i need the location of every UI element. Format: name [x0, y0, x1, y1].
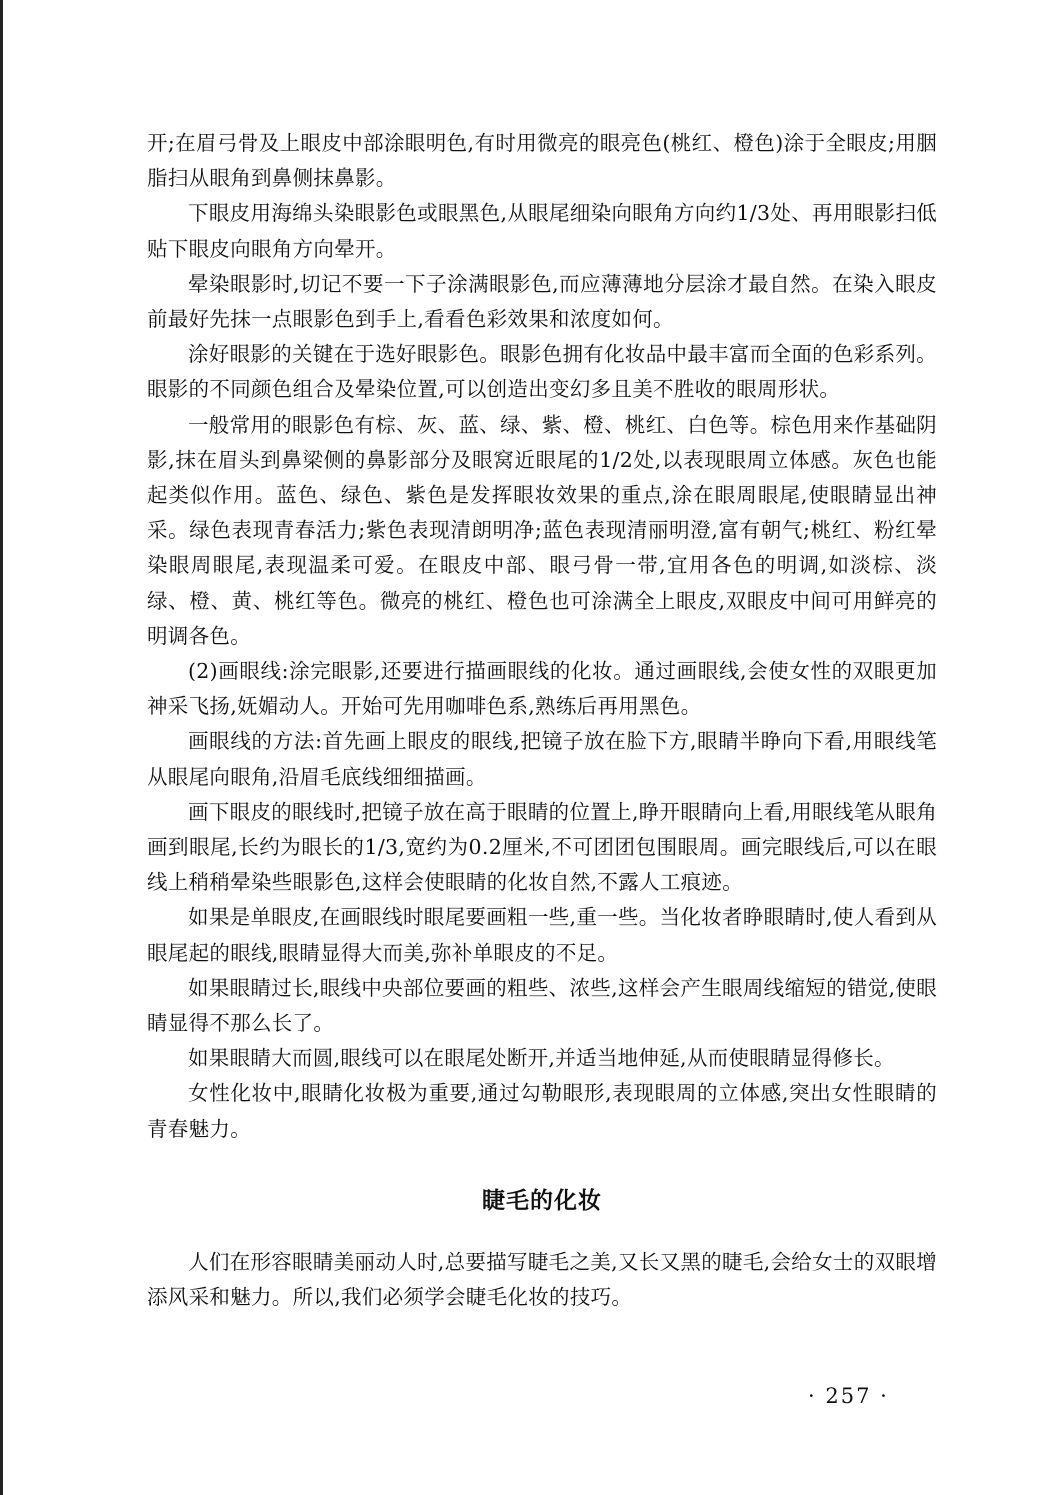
paragraph-blending-tip: 晕染眼影时,切记不要一下子涂满眼影色,而应薄薄地分层涂才最自然。在染入眼皮前最好先抹一点眼影色到手上,看看色彩效果和浓度如何。	[147, 271, 937, 332]
paragraph-lower-eyeliner: 画下眼皮的眼线时,把镜子放在高于眼睛的位置上,睁开眼睛向上看,用眼线笔从眼角画到眼尾,长约为眼长的1/3,宽约为0.2厘米,不可团团包围眼周。画完眼线后,可以在眼线上稍稍晕染些眼影色,这样会使眼睛的化妆自然,不露人工痕迹。	[147, 799, 937, 895]
paragraph-eyeshadow-key: 涂好眼影的关键在于选好眼影色。眼影色拥有化妆品中最丰富而全面的色彩系列。眼影的不同颜色组合及晕染位置,可以创造出变幻多且美不胜收的眼周形状。	[147, 342, 937, 402]
paragraph-eyeliner-method: 画眼线的方法:首先画上眼皮的眼线,把镜子放在脸下方,眼睛半睁向下看,用眼线笔从眼尾向眼角,沿眉毛底线细细描画。	[147, 729, 937, 789]
paragraph-long-eyes: 如果眼睛过长,眼线中央部位要画的粗些、浓些,这样会产生眼周线缩短的错觉,使眼睛显得不那么长了。	[147, 975, 937, 1036]
paragraph-lower-eyelid: 下眼皮用海绵头染眼影色或眼黑色,从眼尾细染向眼角方向约1/3处、再用眼影扫低贴下眼皮向眼角方向晕开。	[147, 201, 937, 261]
paragraph-eyeliner-intro: (2)画眼线:涂完眼影,还要进行描画眼线的化妆。通过画眼线,会使女性的双眼更加神采飞扬,妩媚动人。开始可先用咖啡色系,熟练后再用黑色。	[147, 659, 937, 719]
paragraph-eyeshadow-colors: 一般常用的眼影色有棕、灰、蓝、绿、紫、橙、桃红、白色等。棕色用来作基础阴影,抹在眉头到鼻梁侧的鼻影部分及眼窝近眼尾的1/2处,以表现眼周立体感。灰色也能起类似作用。蓝色、绿色、紫色是发挥眼妆效果的重点,涂在眼周眼尾,使眼睛显出神采。绿色表现青春活力;紫色表现清朗明净;蓝色表现清丽明澄,富有朝气;桃红、粉红晕染眼周眼尾,表现温柔可爱。在眼皮中部、眼弓骨一带,宜用各色的明调,如淡棕、淡绿、橙、黄、桃红等色。微亮的桃红、橙色也可涂满全上眼皮,双眼皮中间可用鲜亮的明调各色。	[147, 412, 937, 648]
paragraph-single-eyelid: 如果是单眼皮,在画眼线时眼尾要画粗一些,重一些。当化妆者睁眼睛时,使人看到从眼尾起的眼线,眼睛显得大而美,弥补单眼皮的不足。	[147, 905, 937, 965]
paragraph-continuation: 开;在眉弓骨及上眼皮中部涂眼明色,有时用微亮的眼亮色(桃红、橙色)涂于全眼皮;用胭脂扫从眼角到鼻侧抹鼻影。	[147, 131, 937, 191]
paragraph-round-eyes: 如果眼睛大而圆,眼线可以在眼尾处断开,并适当地伸延,从而使眼睛显得修长。	[188, 1046, 895, 1071]
section-title: 睫毛的化妆	[482, 1187, 602, 1214]
page-left-edge	[0, 0, 3, 1495]
book-page	[147, 126, 937, 1315]
page-number: · 257 ·	[808, 1384, 889, 1408]
paragraph-eye-summary: 女性化妆中,眼睛化妆极为重要,通过勾勒眼形,表现眼周的立体感,突出女性眼睛的青春魅力。	[147, 1081, 937, 1141]
paragraph-eyelash-intro: 人们在形容眼睛美丽动人时,总要描写睫毛之美,又长又黑的睫毛,会给女士的双眼增添风采和魅力。所以,我们必须学会睫毛化妆的技巧。	[147, 1249, 937, 1310]
